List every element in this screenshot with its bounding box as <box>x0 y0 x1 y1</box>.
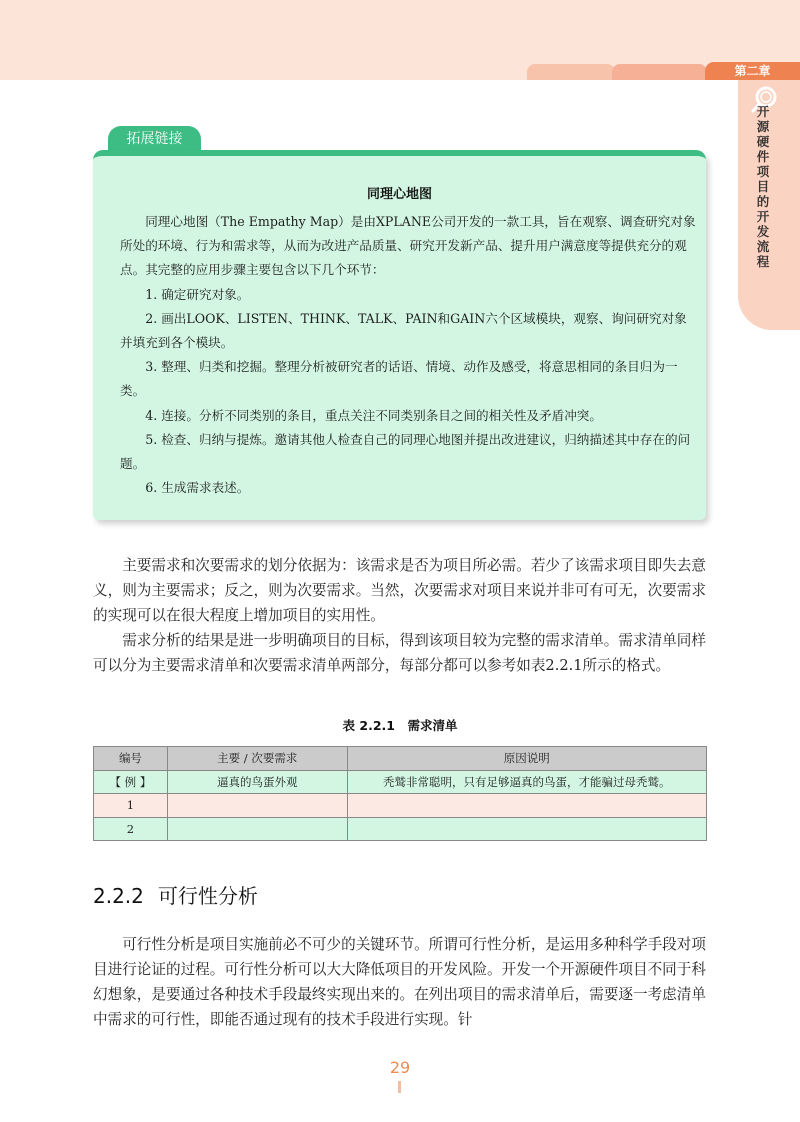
extension-step: 4. 连接。分析不同类别的条目，重点关注不同类别条目之间的相关性及矛盾冲突。 <box>145 407 602 423</box>
extension-tag: 拓展链接 <box>108 126 201 152</box>
table-header-cell: 原因说明 <box>347 747 706 771</box>
page-number: 29 <box>389 1058 411 1077</box>
table-caption: 表 2.2.1 需求清单 <box>342 718 458 733</box>
section-paragraph: 可行性分析是项目实施前必不可少的关键环节。所谓可行性分析，是运用多种科学手段对项目进行论证的过程。可行性分析可以大大降低项目的开发风险。开发一个开源硬件项目不同于科幻想象，是要通过各种技术手段最终实现出来的。在列出项目的需求清单后，需要逐一考虑清单中需求的可行性，即能否通过现有的技术手段进行实现。针 <box>93 936 706 1028</box>
table-cell: 1 <box>94 794 168 818</box>
side-chapter-title: 开源硬件项目的开发流程 <box>756 104 770 269</box>
extension-box <box>93 150 706 520</box>
extension-step: 2. 画出LOOK、LISTEN、THINK、TALK、PAIN和GAIN六个区域模块，观察、询问研究对象并填充到各个模块。 <box>120 310 687 351</box>
extension-paragraph: 同理心地图（The Empathy Map）是由XPLANE公司开发的一款工具，旨在观察、调查研究对象所处的环境、行为和需求等，从而为改进产品质量、研究开发新产品、提升用户满意度等提供充分的观点。其完整的应用步骤主要包含以下几个环节： <box>120 214 696 278</box>
extension-title: 同理心地图 <box>366 187 432 202</box>
table-cell <box>167 794 347 818</box>
chapter-tab: 第二章 <box>705 62 800 80</box>
table-cell: 2 <box>94 817 168 841</box>
table-row <box>94 794 707 818</box>
extension-body <box>120 210 696 500</box>
header-tab-decor <box>612 64 707 80</box>
body-paragraph: 需求分析的结果是进一步明确项目的目标，得到该项目较为完整的需求清单。需求清单同样可以分为主要需求清单和次要需求清单两部分，每部分都可以参考如表2.2.1所示的格式。 <box>93 632 706 674</box>
table-cell <box>347 817 706 841</box>
table-header-cell: 主要 / 次要需求 <box>167 747 347 771</box>
extension-step: 3. 整理、归类和挖掘。整理分析被研究者的话语、情境、动作及感受，将意思相同的条目归为一类。 <box>120 359 678 399</box>
table-cell: 逼真的鸟蛋外观 <box>167 770 347 794</box>
requirements-table <box>93 746 707 841</box>
page-number-tick <box>398 1081 401 1093</box>
body-paragraph: 主要需求和次要需求的划分依据为：该需求是否为项目所必需。若少了该需求项目即失去意义，则为主要需求；反之，则为次要需求。当然，次要需求对项目来说并非可有可无，次要需求的实现可以在很大程度上增加项目的实用性。 <box>93 557 706 624</box>
table-cell <box>347 794 706 818</box>
table-cell: 【 例 】 <box>94 770 168 794</box>
extension-step: 5. 检查、归纳与提炼。邀请其他人检查自己的同理心地图并提出改进建议，归纳描述其中存在的问题。 <box>120 431 691 472</box>
extension-step: 1. 确定研究对象。 <box>145 286 250 302</box>
section-title: 可行性分析 <box>157 884 258 908</box>
table-header-cell: 编号 <box>94 747 168 771</box>
table-cell: 秃鹫非常聪明，只有足够逼真的鸟蛋，才能骗过母秃鹫。 <box>347 770 706 794</box>
extension-step: 6. 生成需求表述。 <box>145 480 250 496</box>
table-row <box>94 770 707 794</box>
section-text <box>93 932 706 1032</box>
header-tab-decor <box>527 64 615 80</box>
body-text <box>93 553 706 678</box>
section-heading <box>93 880 258 909</box>
section-number: 2.2.2 <box>93 884 144 908</box>
table-cell <box>167 817 347 841</box>
table-header-row <box>94 747 707 771</box>
table-row <box>94 817 707 841</box>
